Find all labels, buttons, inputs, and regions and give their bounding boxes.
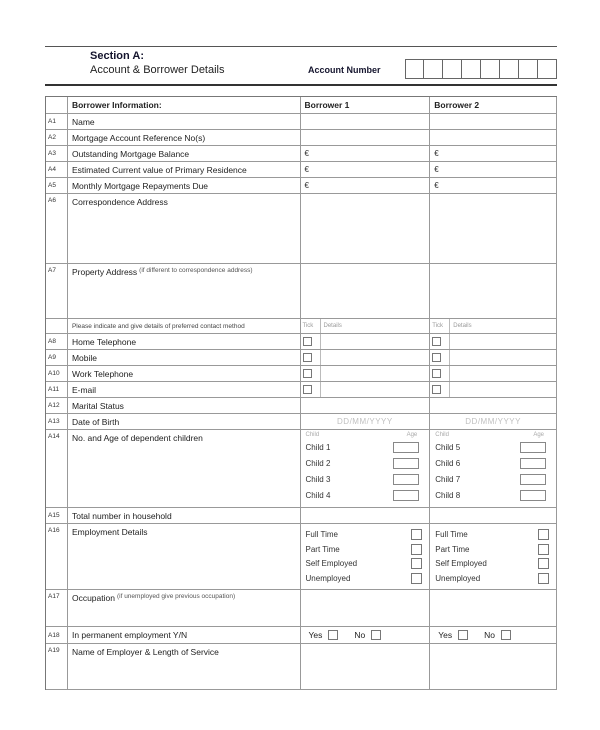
- tick-checkbox[interactable]: [303, 369, 312, 378]
- tick-checkbox[interactable]: [303, 353, 312, 362]
- account-number-box[interactable]: [462, 59, 481, 79]
- row-code: A16: [46, 524, 68, 590]
- employment-option-label: Self Employed: [435, 559, 487, 569]
- b2-cell: [430, 334, 557, 350]
- borrower-details-table: [45, 96, 557, 690]
- header-borrower2: Borrower 2: [430, 97, 557, 114]
- b2-input-cell[interactable]: [430, 264, 557, 319]
- child-label: Child 3: [305, 475, 331, 485]
- details-input[interactable]: [321, 382, 430, 397]
- employment-option-label: Unemployed: [435, 574, 481, 584]
- account-number-box[interactable]: [538, 59, 557, 79]
- row-code: A18: [46, 627, 68, 644]
- b2-children-cell: [430, 430, 557, 508]
- table-row: [46, 590, 557, 627]
- row-label: No. and Age of dependent children: [68, 430, 301, 508]
- tick-cell: [430, 366, 450, 381]
- top-divider: [45, 46, 557, 47]
- yes-checkbox[interactable]: [328, 630, 338, 640]
- row-code: A4: [46, 162, 68, 178]
- account-number-box[interactable]: [443, 59, 462, 79]
- b2-input-cell[interactable]: [430, 644, 557, 690]
- section-subtitle: Account & Borrower Details: [90, 64, 225, 76]
- child-age-box[interactable]: [520, 474, 546, 485]
- child-age-box[interactable]: [393, 458, 419, 469]
- account-number-box[interactable]: [481, 59, 500, 79]
- b1-cell: [301, 366, 431, 382]
- child-age-box[interactable]: [520, 458, 546, 469]
- b1-input-cell[interactable]: [301, 508, 431, 524]
- no-checkbox[interactable]: [371, 630, 381, 640]
- tick-cell: [430, 334, 450, 349]
- row-code: A19: [46, 644, 68, 690]
- currency-symbol: €: [434, 181, 439, 190]
- currency-symbol: €: [434, 149, 439, 158]
- row-label: Date of Birth: [68, 414, 301, 430]
- yes-label: Yes: [308, 630, 323, 640]
- employment-option-label: Part Time: [435, 544, 470, 554]
- row-label: Work Telephone: [68, 366, 301, 382]
- row-code: A11: [46, 382, 68, 398]
- row-code: A13: [46, 414, 68, 430]
- b1-yesno-cell: [301, 627, 431, 644]
- row-code: A1: [46, 114, 68, 130]
- row-label: Monthly Mortgage Repayments Due: [68, 178, 301, 194]
- row-label: Estimated Current value of Primary Residence: [68, 162, 301, 178]
- b1-date-input[interactable]: DD/MM/YYYY: [301, 414, 431, 430]
- row-label: Name: [68, 114, 301, 130]
- tick-header: Tick: [432, 323, 444, 329]
- b1-input-cell[interactable]: [301, 178, 431, 194]
- table-row: [46, 644, 557, 690]
- b1-input-cell[interactable]: [301, 398, 431, 414]
- row-label: Employment Details: [68, 524, 301, 590]
- child-age-box[interactable]: [393, 442, 419, 453]
- employment-checkbox[interactable]: [411, 544, 422, 555]
- child-label: Child 8: [435, 491, 461, 501]
- row-label: Mobile: [68, 350, 301, 366]
- table-row: [46, 430, 557, 508]
- child-label: Child 6: [435, 458, 461, 468]
- b2-subheader-cell: [430, 319, 557, 334]
- table-row: [46, 162, 557, 178]
- row-code: A10: [46, 366, 68, 382]
- yes-checkbox[interactable]: [458, 630, 468, 640]
- b1-input-cell[interactable]: [301, 162, 431, 178]
- tick-cell: [301, 382, 321, 397]
- table-row: [46, 627, 557, 644]
- table-row: [46, 414, 557, 430]
- b1-cell: [301, 350, 431, 366]
- b2-input-cell[interactable]: [430, 130, 557, 146]
- row-label-note: (if unemployed give previous occupation): [116, 593, 236, 600]
- currency-symbol: €: [304, 181, 309, 190]
- contact-method-note: Please indicate and give details of preferred contact method: [68, 319, 301, 334]
- b2-date-input[interactable]: DD/MM/YYYY: [430, 414, 557, 430]
- employment-checkbox[interactable]: [411, 558, 422, 569]
- b1-input-cell[interactable]: [301, 194, 431, 264]
- table-row: [46, 508, 557, 524]
- b2-input-cell[interactable]: [430, 398, 557, 414]
- employment-checkbox[interactable]: [538, 529, 549, 540]
- row-code: A8: [46, 334, 68, 350]
- child-age-box[interactable]: [520, 442, 546, 453]
- b1-input-cell[interactable]: [301, 130, 431, 146]
- table-row: [46, 178, 557, 194]
- row-code: A3: [46, 146, 68, 162]
- row-label: Correspondence Address: [68, 194, 301, 264]
- child-age-box[interactable]: [520, 490, 546, 501]
- b1-cell: [301, 382, 431, 398]
- b1-input-cell[interactable]: [301, 146, 431, 162]
- account-number-box[interactable]: [405, 59, 424, 79]
- child-label: Child 7: [435, 475, 461, 485]
- row-label: [68, 264, 301, 319]
- table-row: [46, 146, 557, 162]
- row-label: In permanent employment Y/N: [68, 627, 301, 644]
- currency-symbol: €: [434, 165, 439, 174]
- tick-checkbox[interactable]: [303, 337, 312, 346]
- b1-cell: [301, 334, 431, 350]
- header-code-cell: [46, 97, 68, 114]
- row-code: A15: [46, 508, 68, 524]
- details-input[interactable]: [321, 350, 430, 365]
- child-label: Child 5: [435, 442, 461, 452]
- row-code: A9: [46, 350, 68, 366]
- details-input[interactable]: [321, 334, 430, 349]
- table-row: [46, 264, 557, 319]
- table-row: [46, 366, 557, 382]
- employment-option-label: Unemployed: [305, 574, 351, 584]
- table-row: [46, 130, 557, 146]
- b2-yesno-cell: [430, 627, 557, 644]
- row-code: [46, 319, 68, 334]
- tick-cell: [301, 350, 321, 365]
- account-number-label: Account Number: [308, 65, 381, 75]
- no-checkbox[interactable]: [501, 630, 511, 640]
- b2-cell: [430, 366, 557, 382]
- row-label: Name of Employer & Length of Service: [68, 644, 301, 690]
- tick-cell: [301, 334, 321, 349]
- details-header: Details: [453, 323, 472, 329]
- b2-input-cell[interactable]: [430, 590, 557, 627]
- b1-employment-cell: [301, 524, 431, 590]
- details-header: Details: [323, 323, 342, 329]
- employment-checkbox[interactable]: [411, 573, 422, 584]
- b1-input-cell[interactable]: [301, 114, 431, 130]
- table-row: [46, 524, 557, 590]
- details-input[interactable]: [450, 366, 556, 381]
- account-number-box[interactable]: [500, 59, 519, 79]
- employment-checkbox[interactable]: [538, 573, 549, 584]
- table-row: [46, 382, 557, 398]
- account-number-box[interactable]: [424, 59, 443, 79]
- b2-input-cell[interactable]: [430, 162, 557, 178]
- yes-label: Yes: [438, 630, 453, 640]
- contact-method-row: [46, 319, 557, 334]
- table-row: [46, 194, 557, 264]
- table-row: [46, 350, 557, 366]
- no-label: No: [354, 630, 366, 640]
- b1-children-cell: [301, 430, 431, 508]
- table-row: [46, 114, 557, 130]
- b2-input-cell[interactable]: [430, 194, 557, 264]
- employment-option-label: Full Time: [435, 529, 468, 539]
- tick-checkbox[interactable]: [432, 369, 441, 378]
- currency-symbol: €: [304, 165, 309, 174]
- row-code: A5: [46, 178, 68, 194]
- employment-option-label: Part Time: [305, 544, 340, 554]
- row-label-text: Occupation: [71, 593, 115, 603]
- child-age-box[interactable]: [393, 490, 419, 501]
- child-label: Child 1: [305, 442, 331, 452]
- employment-checkbox[interactable]: [538, 544, 549, 555]
- child-label: Child 4: [305, 491, 331, 501]
- row-label: Total number in household: [68, 508, 301, 524]
- row-code: A14: [46, 430, 68, 508]
- header-borrower1: Borrower 1: [301, 97, 431, 114]
- row-label: Outstanding Mortgage Balance: [68, 146, 301, 162]
- b1-input-cell[interactable]: [301, 644, 431, 690]
- section-divider: [45, 84, 557, 86]
- row-label: Home Telephone: [68, 334, 301, 350]
- employment-option-label: Full Time: [305, 529, 338, 539]
- account-number-box[interactable]: [519, 59, 538, 79]
- tick-checkbox[interactable]: [432, 353, 441, 362]
- employment-option-label: Self Employed: [305, 559, 358, 569]
- row-code: A2: [46, 130, 68, 146]
- b2-input-cell[interactable]: [430, 178, 557, 194]
- b2-cell: [430, 350, 557, 366]
- employment-checkbox[interactable]: [538, 558, 549, 569]
- tick-cell: [430, 382, 450, 397]
- table-header-row: [46, 97, 557, 114]
- child-label: Child 2: [305, 458, 331, 468]
- b2-cell: [430, 382, 557, 398]
- row-label-note: (if different to correspondence address): [139, 267, 253, 274]
- row-code: A17: [46, 590, 68, 627]
- account-number-boxes: [405, 59, 557, 79]
- row-code: A7: [46, 264, 68, 319]
- b2-input-cell[interactable]: [430, 146, 557, 162]
- details-input[interactable]: [450, 350, 556, 365]
- details-input[interactable]: [321, 366, 430, 381]
- tick-checkbox[interactable]: [303, 385, 312, 394]
- row-code: A12: [46, 398, 68, 414]
- table-row: [46, 398, 557, 414]
- row-code: A6: [46, 194, 68, 264]
- section-title: Section A:: [90, 50, 144, 62]
- tick-checkbox[interactable]: [432, 385, 441, 394]
- b1-subheader-cell: [301, 319, 431, 334]
- no-label: No: [484, 630, 495, 640]
- b2-input-cell[interactable]: [430, 114, 557, 130]
- currency-symbol: €: [304, 149, 309, 158]
- age-column-header: Age: [406, 432, 418, 438]
- employment-checkbox[interactable]: [411, 529, 422, 540]
- row-label: Mortgage Account Reference No(s): [68, 130, 301, 146]
- row-label: E-mail: [68, 382, 301, 398]
- child-column-header: Child: [435, 432, 449, 438]
- tick-cell: [301, 366, 321, 381]
- b1-input-cell[interactable]: [301, 590, 431, 627]
- row-label: [68, 590, 301, 627]
- b2-employment-cell: [430, 524, 557, 590]
- table-row: [46, 334, 557, 350]
- b2-input-cell[interactable]: [430, 508, 557, 524]
- row-label-text: Property Address: [71, 267, 138, 277]
- details-input[interactable]: [450, 334, 556, 349]
- tick-cell: [430, 350, 450, 365]
- tick-checkbox[interactable]: [432, 337, 441, 346]
- child-column-header: Child: [305, 432, 320, 438]
- b1-input-cell[interactable]: [301, 264, 431, 319]
- tick-header: Tick: [302, 323, 314, 329]
- details-input[interactable]: [450, 382, 556, 397]
- row-label: Marital Status: [68, 398, 301, 414]
- child-age-box[interactable]: [393, 474, 419, 485]
- age-column-header: Age: [533, 432, 544, 438]
- header-info: Borrower Information:: [68, 97, 301, 114]
